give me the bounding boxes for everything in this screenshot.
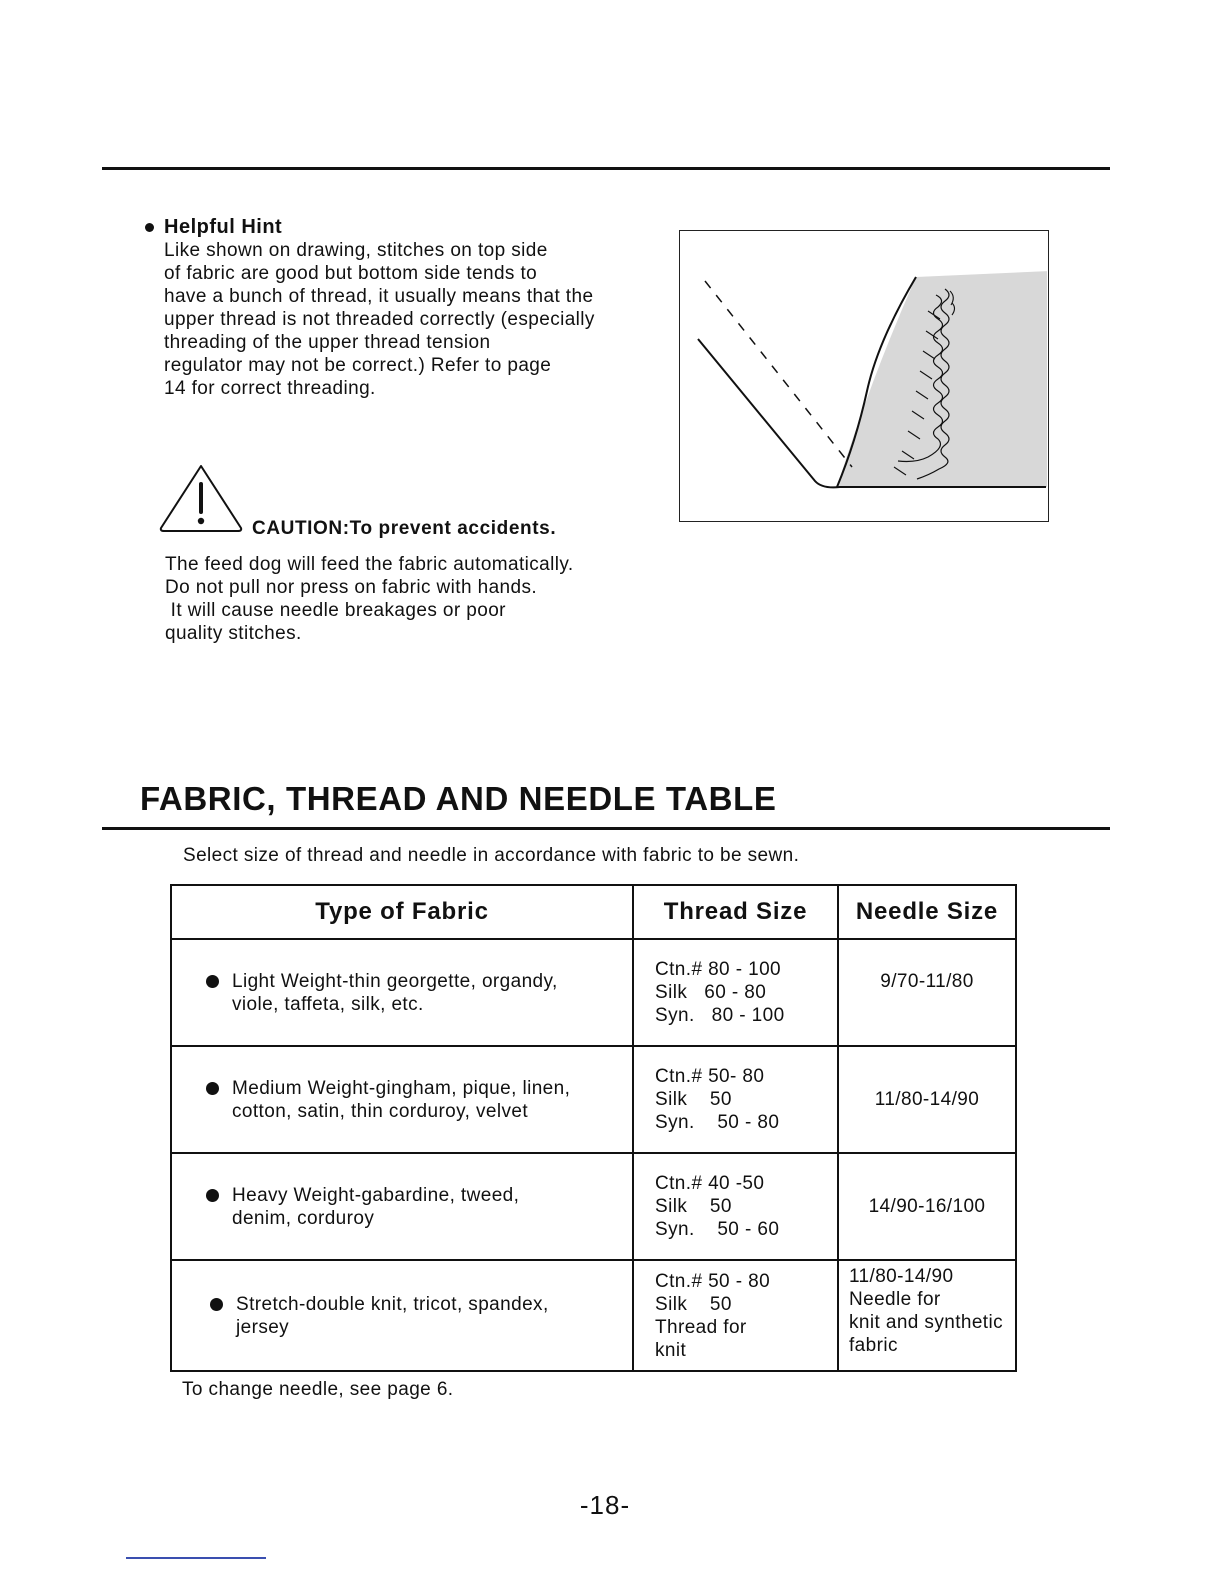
table-row: [171, 1046, 1016, 1153]
hint-line: upper thread is not threaded correctly (especially: [164, 309, 595, 330]
fabric-cell: [171, 1260, 633, 1371]
thread-line: Ctn.# 50 - 80: [655, 1270, 771, 1292]
top-rule: [102, 167, 1110, 170]
needle-line: 14/90-16/100: [868, 1196, 986, 1217]
table-row: [171, 939, 1016, 1046]
caution-line: The feed dog will feed the fabric automatically.: [165, 554, 574, 575]
needle-line: 11/80-14/90: [874, 1089, 980, 1110]
needle-line: knit and synthetic: [849, 1312, 1004, 1333]
needle-cell: [838, 1046, 1016, 1153]
helpful-hint: [145, 216, 665, 400]
caution-line: Do not pull nor press on fabric with hands.: [165, 577, 538, 598]
bullet-dot-icon: [145, 223, 154, 232]
thread-line: Ctn.# 50- 80: [655, 1066, 765, 1087]
thread-cell: [633, 1260, 838, 1371]
thread-cell: [633, 939, 838, 1046]
thread-line: Ctn.# 80 - 100: [655, 959, 782, 980]
section-intro: Select size of thread and needle in accordance with fabric to be sewn.: [183, 845, 800, 866]
table-row: [171, 1153, 1016, 1260]
hint-line: threading of the upper thread tension: [164, 332, 491, 353]
thread-cell: [633, 1153, 838, 1260]
fabric-line: denim, corduroy: [232, 1207, 375, 1229]
thread-line: Syn. 50 - 80: [655, 1112, 780, 1133]
fabric-cell: [171, 939, 633, 1046]
fabric-line: cotton, satin, thin corduroy, velvet: [232, 1100, 529, 1122]
needle-line: 11/80-14/90: [849, 1266, 954, 1287]
caution-line: quality stitches.: [165, 623, 302, 644]
thread-line: Syn. 80 - 100: [655, 1005, 785, 1026]
thread-line: Ctn.# 40 -50: [655, 1173, 765, 1194]
bullet-dot-icon: [206, 975, 219, 988]
hint-body: [164, 239, 665, 400]
thread-line: Thread for: [655, 1316, 747, 1338]
bullet-dot-icon: [206, 1189, 219, 1202]
header-type-of-fabric: Type of Fabric: [171, 885, 633, 939]
fabric-line: jersey: [236, 1316, 290, 1338]
hint-title: Helpful Hint: [164, 216, 283, 238]
bullet-dot-icon: [210, 1298, 223, 1311]
hint-line: Like shown on drawing, stitches on top side: [164, 240, 548, 261]
needle-line: 9/70-11/80: [880, 971, 974, 992]
fabric-line: Heavy Weight-gabardine, tweed,: [232, 1184, 520, 1206]
caution-body: [165, 553, 574, 645]
thread-line: Silk 60 - 80: [655, 982, 767, 1003]
fabric-thread-needle-table: [170, 884, 1017, 1372]
hint-line: have a bunch of thread, it usually means that the: [164, 286, 594, 307]
fabric-line: Stretch-double knit, tricot, spandex,: [236, 1293, 549, 1315]
page-number: -18-: [579, 1490, 631, 1520]
thread-cell: [633, 1046, 838, 1153]
fabric-cell: [171, 1046, 633, 1153]
needle-line: fabric: [849, 1335, 898, 1356]
table-row: [171, 1260, 1016, 1371]
hint-line: regulator may not be correct.) Refer to page: [164, 355, 552, 376]
warning-triangle-icon: [158, 462, 244, 534]
stitch-diagram: [679, 230, 1049, 522]
caution-line: It will cause needle breakages or poor: [165, 600, 506, 621]
needle-cell: [838, 1260, 1016, 1371]
footnote: To change needle, see page 6.: [182, 1379, 454, 1400]
thread-line: Silk 50: [655, 1196, 732, 1217]
needle-cell: [838, 939, 1016, 1046]
hint-line: 14 for correct threading.: [164, 378, 376, 399]
corner-mark: [126, 1557, 266, 1559]
table-header-row: [171, 885, 1016, 939]
hint-line: of fabric are good but bottom side tends to: [164, 263, 538, 284]
fabric-line: Light Weight-thin georgette, organdy,: [232, 970, 558, 992]
thread-line: Syn. 50 - 60: [655, 1219, 780, 1240]
header-needle-size: Needle Size: [838, 885, 1016, 939]
section-title: FABRIC, THREAD AND NEEDLE TABLE: [140, 780, 777, 817]
needle-cell: [838, 1153, 1016, 1260]
hint-heading: [145, 216, 665, 239]
fabric-line: viole, taffeta, silk, etc.: [232, 993, 424, 1015]
stitch-drawing: [680, 231, 1047, 520]
bullet-dot-icon: [206, 1082, 219, 1095]
fabric-cell: [171, 1153, 633, 1260]
fabric-line: Medium Weight-gingham, pique, linen,: [232, 1077, 571, 1099]
section-rule: [102, 827, 1110, 830]
thread-line: Silk 50: [655, 1293, 732, 1315]
needle-line: Needle for: [849, 1289, 941, 1310]
header-thread-size: Thread Size: [633, 885, 838, 939]
caution-title: CAUTION:To prevent accidents.: [252, 518, 557, 539]
thread-line: Silk 50: [655, 1089, 732, 1110]
thread-line: knit: [655, 1339, 687, 1361]
